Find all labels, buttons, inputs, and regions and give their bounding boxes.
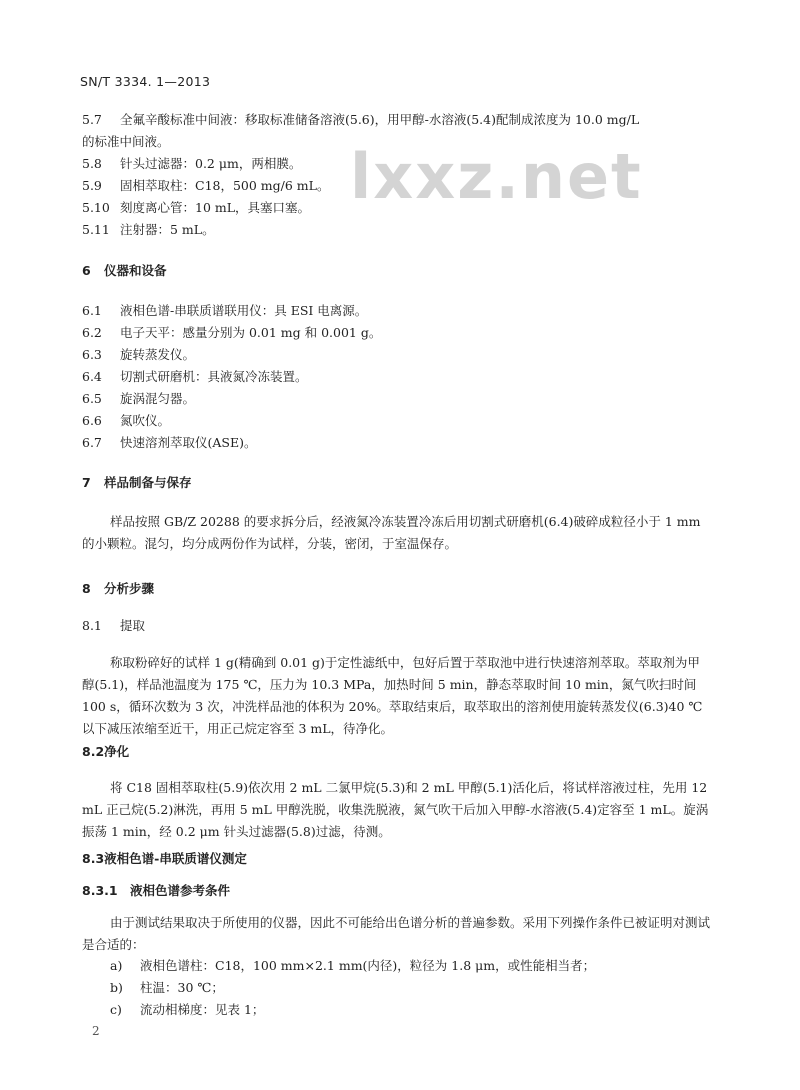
section-number: 8.3 [82, 851, 105, 866]
item-number: a) [110, 958, 123, 973]
item-number: 6.6 [82, 413, 102, 428]
item-number: 6.1 [82, 303, 102, 318]
item-number: 6.3 [82, 347, 102, 362]
item-text: 注射器：5 mL。 [120, 222, 215, 237]
section-title: 液相色谱参考条件 [130, 883, 231, 898]
section-number: 8.3.1 [82, 883, 118, 898]
item-number: 5.8 [82, 156, 102, 171]
item-text: 液相色谱柱：C18，100 mm×2.1 mm(内径)，粒径为 1.8 μm，或性能相当者； [140, 958, 596, 973]
section-7-heading [82, 474, 192, 492]
item-text: 柱温：30 ℃； [140, 980, 224, 995]
item-text: 固相萃取柱：C18，500 mg/6 mL。 [120, 178, 330, 193]
section-title: 液相色谱-串联质谱仪测定 [104, 851, 247, 866]
page-number: 2 [92, 1024, 100, 1038]
item-text: 针头过滤器：0.2 μm，两相膜。 [120, 156, 302, 171]
section-6-heading [82, 262, 167, 280]
item-6-6 [82, 412, 170, 430]
section-8-1-paragraph: 称取粉碎好的试样 1 g(精确到 0.01 g)于定性滤纸中，包好后置于萃取池中进行快速溶剂萃取。萃取剂为甲醇(5.1)，样品池温度为 175 ℃，压力为 10.3 MPa，加热时间 5 min，静态萃取时间 10 min，氮气吹扫时间 100 s，循环次数为 3 次，冲洗样品池的体积为 20%。萃取结束后，取萃取出的溶剂使用旋转蒸发仪(6.3)40 ℃以下减压浓缩至近干，用正己烷定容至 3 mL，待净化。 [82, 655, 703, 736]
item-text: 快速溶剂萃取仪(ASE)。 [120, 435, 257, 450]
section-number: 8 [82, 581, 91, 596]
item-number: 5.10 [82, 200, 110, 215]
watermark: lxxz.net [350, 140, 643, 213]
section-number: 6 [82, 263, 91, 278]
section-title: 净化 [104, 744, 130, 759]
item-5-7-continued [82, 133, 170, 151]
item-6-7 [82, 434, 256, 452]
item-number: b) [110, 980, 123, 995]
item-number: 5.11 [82, 222, 110, 237]
section-number: 8.2 [82, 744, 105, 759]
item-number: 6.5 [82, 391, 102, 406]
section-8-heading [82, 580, 154, 598]
section-title: 分析步骤 [104, 581, 155, 596]
item-6-5 [82, 390, 195, 408]
section-title: 仪器和设备 [104, 263, 167, 278]
section-8-2-paragraph: 将 C18 固相萃取柱(5.9)依次用 2 mL 二氯甲烷(5.3)和 2 mL 甲醇(5.1)活化后，将试样溶液过柱，先用 12 mL 正己烷(5.2)淋洗，再用 5 mL 甲醇洗脱，收集洗脱液，氮气吹干后加入甲醇-水溶液(5.4)定容至 1 mL。旋涡振荡 1 min，经 0.2 μm 针头过滤器(5.8)过滤，待测。 [82, 780, 709, 839]
item-5-9 [82, 177, 329, 195]
item-text: 氮吹仪。 [120, 413, 171, 428]
item-5-11 [82, 221, 215, 239]
item-5-10 [82, 199, 310, 217]
item-number: 6.4 [82, 369, 102, 384]
section-8-3-1-heading [82, 882, 230, 900]
condition-item-b [110, 979, 224, 997]
item-text: 旋转蒸发仪。 [120, 347, 196, 362]
item-text: 液相色谱-串联质谱联用仪：具 ESI 电离源。 [120, 303, 368, 318]
document-code: SN/T 3334. 1—2013 [80, 74, 211, 89]
section-number: 8.1 [82, 618, 102, 633]
item-text: 电子天平：感量分别为 0.01 mg 和 0.001 g。 [120, 325, 382, 340]
section-8-2-heading [82, 743, 129, 761]
item-text: 旋涡混匀器。 [120, 391, 196, 406]
condition-item-c [110, 1001, 264, 1019]
condition-item-a [110, 957, 595, 975]
item-text: 全氟辛酸标准中间液：移取标准储备溶液(5.6)，用甲醇-水溶液(5.4)配制成浓度为 10.0 mg/L [120, 112, 640, 127]
section-7-paragraph: 样品按照 GB/Z 20288 的要求拆分后，经液氮冷冻装置冷冻后用切割式研磨机(6.4)破碎成粒径小于 1 mm 的小颗粒。混匀，均分成两份作为试样，分装，密闭，于室温保存。 [82, 514, 701, 551]
item-number: c) [110, 1002, 122, 1017]
section-title: 提取 [120, 618, 146, 633]
section-8-1-heading [82, 617, 145, 635]
item-text: 刻度离心管：10 mL，具塞口塞。 [120, 200, 311, 215]
item-5-8 [82, 155, 301, 173]
item-6-3 [82, 346, 195, 364]
item-number: 6.2 [82, 325, 102, 340]
item-number: 5.7 [82, 112, 102, 127]
item-text: 的标准中间液。 [82, 134, 170, 149]
section-8-3-1-paragraph: 由于测试结果取决于所使用的仪器，因此不可能给出色谱分析的普遍参数。采用下列操作条件已被证明对测试是合适的： [82, 915, 711, 952]
section-number: 7 [82, 475, 91, 490]
item-6-4 [82, 368, 308, 386]
item-number: 6.7 [82, 435, 102, 450]
section-8-3-heading [82, 850, 247, 868]
item-5-7 [82, 111, 639, 129]
section-title: 样品制备与保存 [104, 475, 192, 490]
item-6-1 [82, 302, 367, 320]
item-number: 5.9 [82, 178, 102, 193]
item-text: 流动相梯度：见表 1； [140, 1002, 265, 1017]
item-6-2 [82, 324, 381, 342]
item-text: 切割式研磨机：具液氮冷冻装置。 [120, 369, 308, 384]
